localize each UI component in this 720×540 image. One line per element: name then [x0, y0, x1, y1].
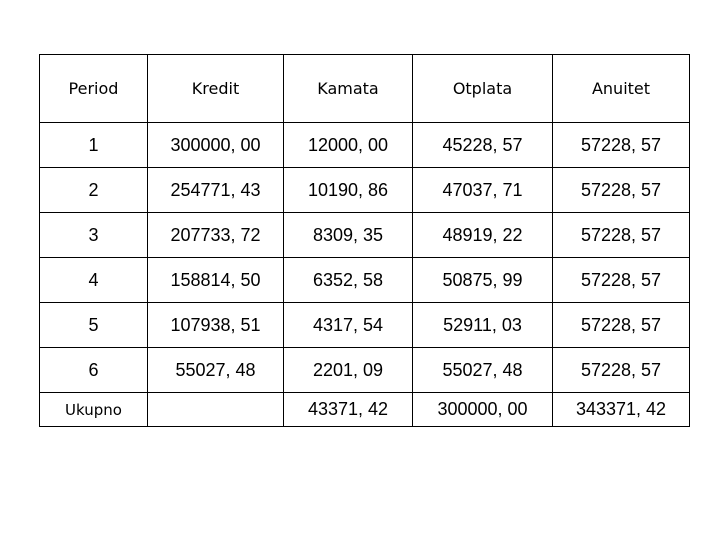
cell-kredit: 207733, 72 [148, 213, 284, 258]
header-anuitet: Anuitet [553, 55, 690, 123]
cell-anuitet: 57228, 57 [553, 123, 690, 168]
cell-kamata: 12000, 00 [284, 123, 413, 168]
cell-otplata: 45228, 57 [413, 123, 553, 168]
table-row [40, 213, 690, 258]
cell-period: 2 [40, 168, 148, 213]
cell-anuitet: 57228, 57 [553, 303, 690, 348]
table-row [40, 258, 690, 303]
total-label: Ukupno [40, 393, 148, 427]
table-row [40, 168, 690, 213]
cell-otplata: 55027, 48 [413, 348, 553, 393]
cell-kredit: 107938, 51 [148, 303, 284, 348]
table-row [40, 348, 690, 393]
total-anuitet: 343371, 42 [553, 393, 690, 427]
cell-kredit: 158814, 50 [148, 258, 284, 303]
cell-kredit: 55027, 48 [148, 348, 284, 393]
header-kredit: Kredit [148, 55, 284, 123]
cell-kamata: 2201, 09 [284, 348, 413, 393]
total-otplata: 300000, 00 [413, 393, 553, 427]
cell-period: 4 [40, 258, 148, 303]
header-period: Period [40, 55, 148, 123]
cell-kamata: 8309, 35 [284, 213, 413, 258]
cell-kamata: 6352, 58 [284, 258, 413, 303]
cell-period: 6 [40, 348, 148, 393]
header-otplata: Otplata [413, 55, 553, 123]
cell-otplata: 47037, 71 [413, 168, 553, 213]
cell-anuitet: 57228, 57 [553, 213, 690, 258]
amortization-table [39, 54, 690, 427]
total-kamata: 43371, 42 [284, 393, 413, 427]
cell-otplata: 52911, 03 [413, 303, 553, 348]
cell-anuitet: 57228, 57 [553, 258, 690, 303]
total-row [40, 393, 690, 427]
cell-otplata: 50875, 99 [413, 258, 553, 303]
header-row [40, 55, 690, 123]
cell-period: 3 [40, 213, 148, 258]
cell-period: 5 [40, 303, 148, 348]
cell-kredit: 300000, 00 [148, 123, 284, 168]
header-kamata: Kamata [284, 55, 413, 123]
cell-kamata: 10190, 86 [284, 168, 413, 213]
cell-anuitet: 57228, 57 [553, 348, 690, 393]
cell-period: 1 [40, 123, 148, 168]
total-kredit [148, 393, 284, 427]
cell-anuitet: 57228, 57 [553, 168, 690, 213]
cell-otplata: 48919, 22 [413, 213, 553, 258]
cell-kredit: 254771, 43 [148, 168, 284, 213]
table-row [40, 303, 690, 348]
table-row [40, 123, 690, 168]
cell-kamata: 4317, 54 [284, 303, 413, 348]
